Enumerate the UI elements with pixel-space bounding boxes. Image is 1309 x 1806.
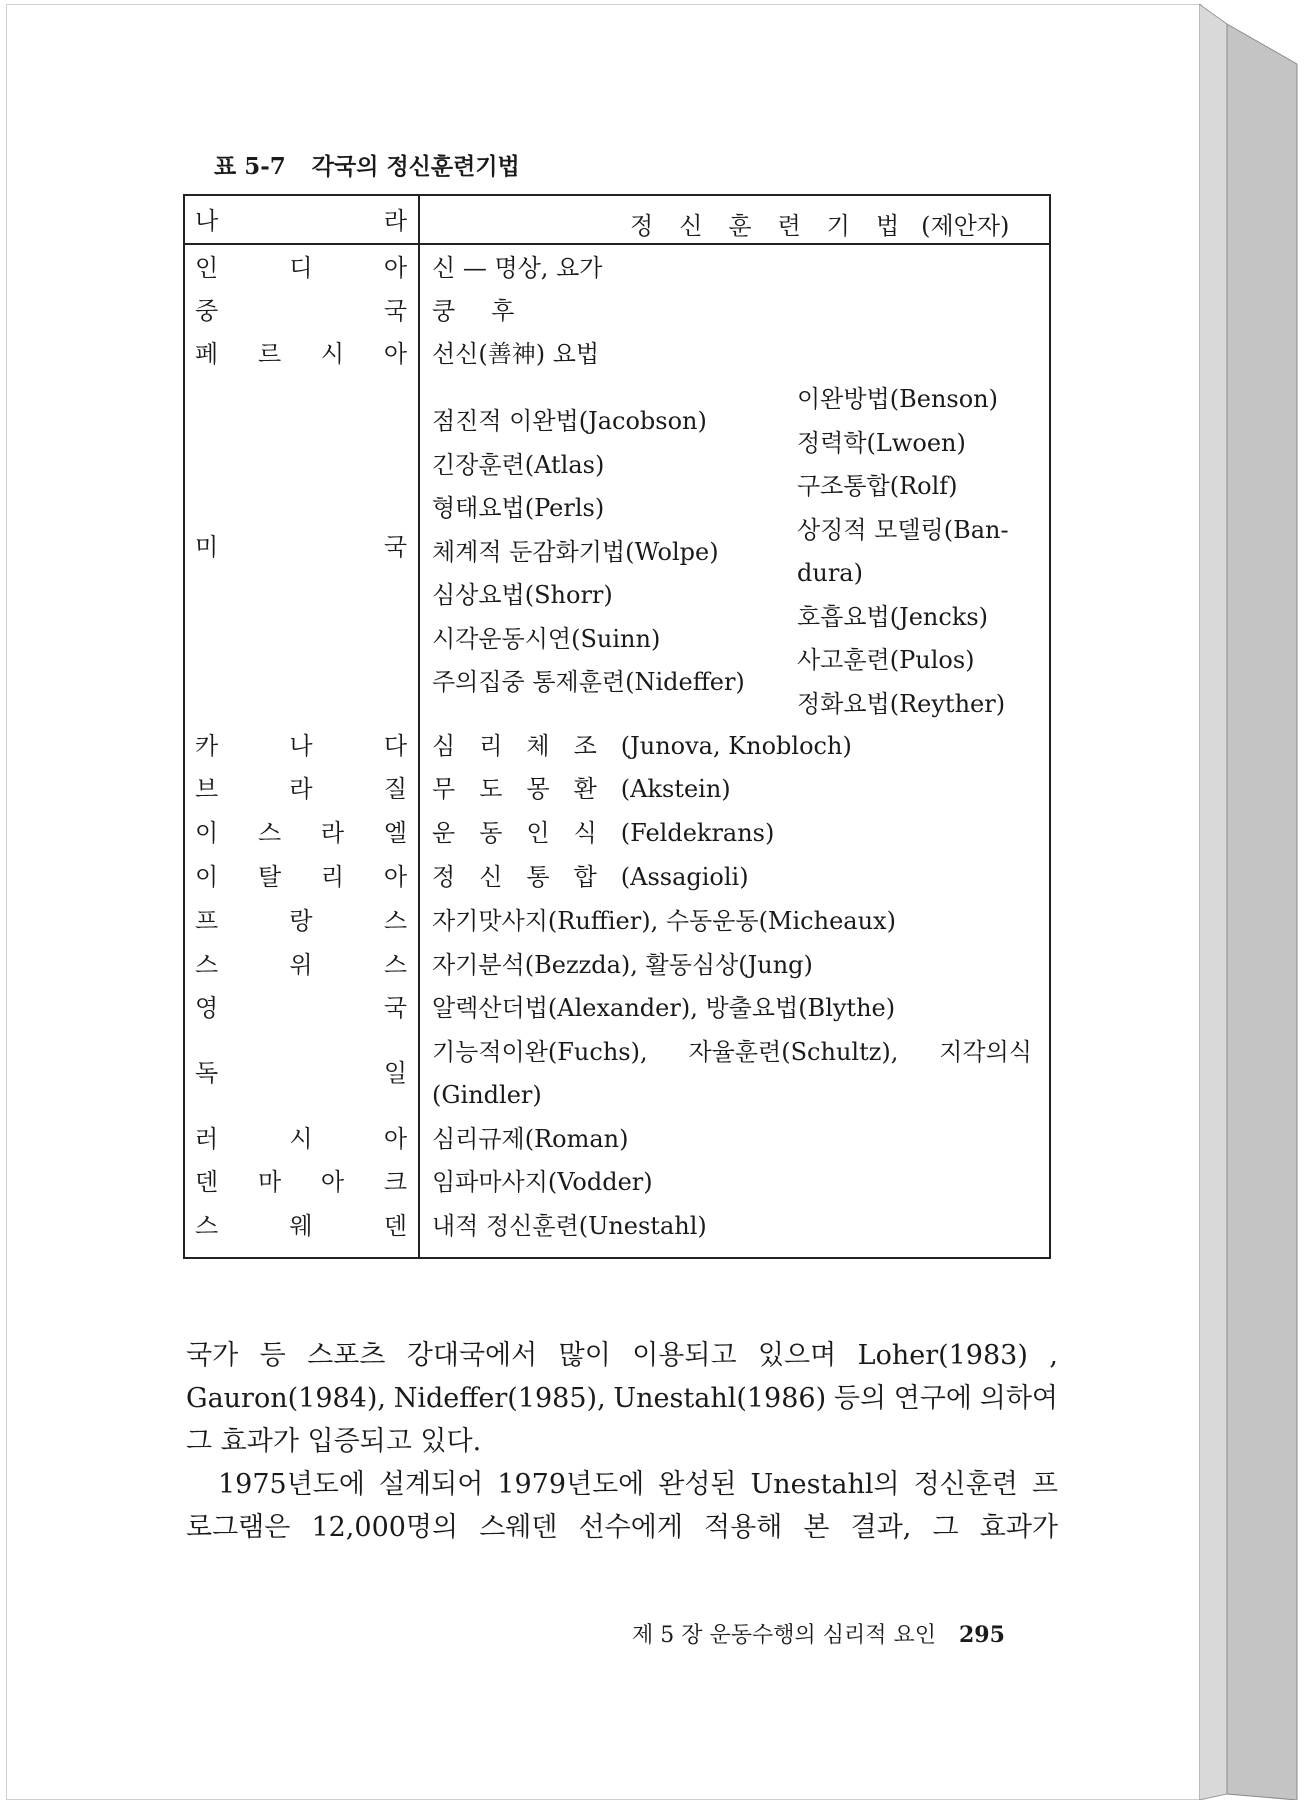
list-item: 구조통합(Rolf) xyxy=(797,472,958,500)
row-country-persia: 페 르 시 아 xyxy=(195,340,407,368)
row-technique-sweden: 내적 정신훈련(Unestahl) xyxy=(432,1212,707,1240)
table-caption xyxy=(214,148,520,181)
header-technique: 정 신 훈 련 기 법 (제안자) xyxy=(630,212,1010,240)
list-item: 사고훈련(Pulos) xyxy=(797,646,975,674)
list-item: 호흡요법(Jencks) xyxy=(797,602,989,631)
header-country: 나 라 xyxy=(195,207,407,235)
row-technique-germany: 기능적이완(Fuchs), 자율훈련(Schultz), 지각의식 xyxy=(432,1038,1032,1066)
row-technique-india: 신 — 명상, 요가 xyxy=(432,254,603,282)
usa-right-list xyxy=(797,378,1009,726)
proposer: (Feldekrans) xyxy=(620,819,775,847)
row-country-switzerland: 스 위 스 xyxy=(195,951,407,979)
text-line: Gauron(1984), Nideffer(1985), Unestahl(1986) 등의 연구에 의하여 xyxy=(186,1383,1058,1414)
text-line: 국가 등 스포츠 강대국에서 많이 이용되고 있으며 Loher(1983) , xyxy=(186,1340,1058,1371)
page-footer xyxy=(632,1618,1005,1649)
row-country-russia: 러 시 아 xyxy=(195,1125,407,1153)
usa-left-list xyxy=(432,400,745,705)
body-paragraph xyxy=(186,1334,1058,1549)
page-number: 295 xyxy=(959,1622,1005,1648)
table-number: 표 5-7 xyxy=(214,153,286,180)
text-line: 로그램은 12,000명의 스웨덴 선수에게 적용해 본 결과, 그 효과가 xyxy=(186,1512,1058,1543)
list-item: 정력학(Lwoen) xyxy=(797,428,966,457)
row-technique-italy: 정 신 통 합 (Assagioli) xyxy=(432,863,749,891)
row-technique-canada: 심 리 체 조 (Junova, Knobloch) xyxy=(432,732,852,760)
list-item: 시각운동시연(Suinn) xyxy=(432,624,661,653)
list-item: 정화요법(Reyther) xyxy=(797,689,1006,718)
row-country-india: 인 디 아 xyxy=(195,254,407,282)
table-title: 각국의 정신훈련기법 xyxy=(311,153,520,180)
methods-table xyxy=(183,194,1051,1259)
list-item: 긴장훈련(Atlas) xyxy=(432,450,605,479)
list-item: 상징적 모델링(Ban- xyxy=(797,515,1009,544)
row-country-canada: 카 나 다 xyxy=(195,732,407,760)
row-technique-persia: 선신(善神) 요법 xyxy=(432,340,600,368)
row-technique-russia: 심리규제(Roman) xyxy=(432,1125,629,1153)
list-item: 형태요법(Perls) xyxy=(432,494,605,522)
row-country-china: 중 국 xyxy=(195,297,407,325)
page-thickness-edge xyxy=(1199,4,1303,1800)
list-item: 체계적 둔감화기법(Wolpe) xyxy=(432,537,719,566)
list-item: 주의집중 통제훈련(Nideffer) xyxy=(432,668,745,696)
header-rule xyxy=(185,243,1049,245)
proposer: (Akstein) xyxy=(620,775,731,803)
row-technique-israel: 운 동 인 식 (Feldekrans) xyxy=(432,819,775,847)
row-country-denmark: 덴 마 아 크 xyxy=(195,1168,407,1196)
row-technique-switzerland: 자기분석(Bezzda), 활동심상(Jung) xyxy=(432,951,813,979)
row-country-france: 프 랑 스 xyxy=(195,907,407,935)
row-technique-france: 자기맛사지(Ruffier), 수동운동(Micheaux) xyxy=(432,907,896,935)
row-country-italy: 이 탈 리 아 xyxy=(195,863,407,891)
header-proposer: (제안자) xyxy=(921,212,1010,240)
column-divider xyxy=(418,196,420,1257)
text-line: 1975년도에 설계되어 1979년도에 완성된 Unestahl의 정신훈련 프 xyxy=(218,1469,1058,1500)
list-item: 점진적 이완법(Jacobson) xyxy=(432,407,707,435)
row-country-germany: 독 일 xyxy=(195,1059,407,1087)
proposer: (Assagioli) xyxy=(620,863,749,891)
row-country-brazil: 브 라 질 xyxy=(195,775,407,803)
chapter-title: 제 5 장 운동수행의 심리적 요인 xyxy=(632,1623,936,1648)
proposer: (Junova, Knobloch) xyxy=(620,732,852,760)
row-technique-uk: 알렉산더법(Alexander), 방출요법(Blythe) xyxy=(432,994,896,1022)
list-item: 심상요법(Shorr) xyxy=(432,581,613,609)
list-item: 이완방법(Benson) xyxy=(797,385,998,413)
list-item: dura) xyxy=(797,559,863,587)
row-technique-germany-cont: (Gindler) xyxy=(432,1081,542,1109)
row-country-uk: 영 국 xyxy=(195,994,407,1022)
text-line: 그 효과가 입증되고 있다. xyxy=(186,1426,482,1457)
row-country-usa: 미 국 xyxy=(195,533,407,561)
row-technique-china: 쿵 후 xyxy=(432,297,515,325)
row-country-israel: 이 스 라 엘 xyxy=(195,819,407,847)
row-technique-denmark: 임파마사지(Vodder) xyxy=(432,1168,653,1196)
row-technique-brazil: 무 도 몽 환 (Akstein) xyxy=(432,775,731,803)
row-country-sweden: 스 웨 덴 xyxy=(195,1212,407,1240)
